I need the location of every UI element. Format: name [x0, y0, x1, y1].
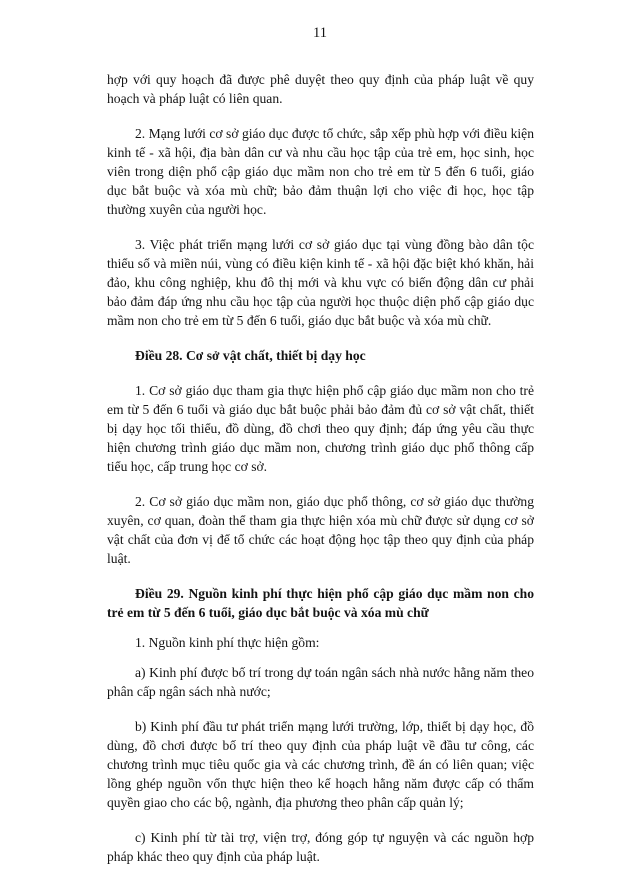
article-28-heading: Điều 28. Cơ sở vật chất, thiết bị dạy học — [135, 348, 366, 363]
article-29-clause-1: 1. Nguồn kinh phí thực hiện gồm: — [135, 635, 320, 650]
clause-3-paragraph: 3. Việc phát triển mạng lưới cơ sở giáo dục tại vùng đồng bào dân tộc thiểu số và miền núi, vùng có điều kiện kinh tế - xã hội đặc biệt khó khăn, hải đảo, khu công nghiệp, khu đô thị mới và khu vực có biến động dân cư phải bảo đảm đáp ứng nhu cầu học tập của người học thuộc diện phổ cập giáo dục mầm non cho trẻ em từ 5 đến 6 tuổi, giáo dục bắt buộc và xóa mù chữ. — [107, 237, 534, 328]
article-29-point-c: c) Kinh phí từ tài trợ, viện trợ, đóng góp tự nguyện và các nguồn hợp pháp khác theo quy định của pháp luật. — [107, 830, 534, 864]
clause-2-paragraph: 2. Mạng lưới cơ sở giáo dục được tổ chức, sắp xếp phù hợp với điều kiện kinh tế - xã hội, địa bàn dân cư và nhu cầu học tập của trẻ em, học sinh, học viên trong diện phổ cập giáo dục mầm non cho trẻ em từ 5 đến 6 tuổi, giáo dục bắt buộc và xóa mù chữ; bảo đảm thuận lợi cho việc đi học, học tập thường xuyên của người học. — [107, 126, 534, 217]
page-number: 11 — [313, 25, 327, 41]
article-29-point-b: b) Kinh phí đầu tư phát triển mạng lưới trường, lớp, thiết bị dạy học, đồ dùng, đồ chơi được bố trí theo quy định của pháp luật về đầu tư công, các chương trình mục tiêu quốc gia và các chương trình, đề án có liên quan; việc lồng ghép nguồn vốn thực hiện theo kế hoạch hằng năm được cấp có thẩm quyền giao cho các bộ, ngành, địa phương theo phân cấp quản lý; — [107, 719, 534, 810]
article-29-point-a: a) Kinh phí được bố trí trong dự toán ngân sách nhà nước hằng năm theo phân cấp ngân sách nhà nước; — [107, 665, 534, 699]
document-body — [107, 70, 534, 882]
article-28-clause-2: 2. Cơ sở giáo dục mầm non, giáo dục phổ thông, cơ sở giáo dục thường xuyên, cơ quan, đoàn thể tham gia thực hiện xóa mù chữ được sử dụng cơ sở vật chất của đơn vị để tổ chức các hoạt động học tập theo quy định của pháp luật. — [107, 494, 534, 566]
article-29-heading: Điều 29. Nguồn kinh phí thực hiện phổ cập giáo dục mầm non cho trẻ em từ 5 đến 6 tuổi, giáo dục bắt buộc và xóa mù chữ — [107, 586, 534, 620]
article-28-clause-1: 1. Cơ sở giáo dục tham gia thực hiện phổ cập giáo dục mầm non cho trẻ em từ 5 đến 6 tuổi và giáo dục bắt buộc phải bảo đảm đủ cơ sở vật chất, thiết bị dạy học tối thiểu, đồ dùng, đồ chơi theo quy định; đáp ứng yêu cầu thực hiện chương trình giáo dục mầm non, chương trình giáo dục phổ thông cấp tiểu học, cấp trung học cơ sở. — [107, 383, 534, 474]
paragraph-continuation: hợp với quy hoạch đã được phê duyệt theo quy định của pháp luật về quy hoạch và pháp luật có liên quan. — [107, 72, 534, 106]
